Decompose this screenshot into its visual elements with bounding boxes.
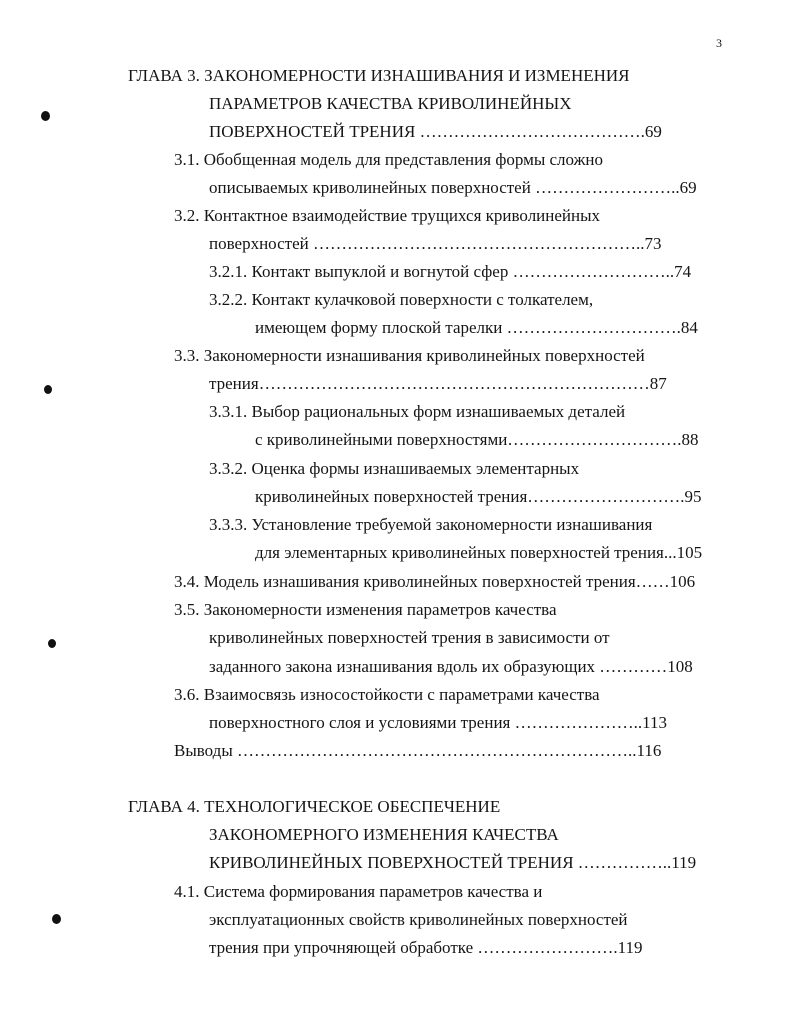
punch-hole-mark bbox=[41, 111, 50, 121]
section-3-3-1-line-1: 3.3.1. Выбор рациональных форм изнашиваемых деталей bbox=[209, 402, 626, 421]
chapter-4-title-line-2: ЗАКОНОМЕРНОГО ИЗМЕНЕНИЯ КАЧЕСТВА bbox=[209, 825, 559, 844]
section-3-5-line-3: заданного закона изнашивания вдоль их образующих …………108 bbox=[209, 657, 693, 676]
section-3-3-line-1: 3.3. Закономерности изнашивания криволинейных поверхностей bbox=[174, 346, 645, 365]
section-3-6-line-2: поверхностного слоя и условиями трения …………………..113 bbox=[209, 713, 667, 732]
section-3-1-line-1: 3.1. Обобщенная модель для представления формы сложно bbox=[174, 150, 603, 169]
page-number: 3 bbox=[716, 36, 722, 50]
chapter-3-title-line-1: ГЛАВА 3. ЗАКОНОМЕРНОСТИ ИЗНАШИВАНИЯ И ИЗМЕНЕНИЯ bbox=[128, 66, 630, 85]
chapter-4-title-line-3: КРИВОЛИНЕЙНЫХ ПОВЕРХНОСТЕЙ ТРЕНИЯ ……………..119 bbox=[209, 853, 697, 872]
section-3-2-2-line-2: имеющем форму плоской тарелки ………………………….84 bbox=[255, 318, 698, 337]
section-3-2-2-line-1: 3.2.2. Контакт кулачковой поверхности с толкателем, bbox=[209, 290, 594, 309]
section-3-2-line-2: поверхностей …………………………………………………..73 bbox=[209, 234, 662, 253]
section-4-1-line-3: трения при упрочняющей обработке …………………….119 bbox=[209, 938, 643, 957]
section-3-3-2-line-1: 3.3.2. Оценка формы изнашиваемых элементарных bbox=[209, 459, 580, 478]
punch-hole-mark bbox=[48, 639, 56, 648]
section-3-3-1-line-2: с криволинейными поверхностями………………………….88 bbox=[255, 430, 699, 449]
section-3-3-3-line-2: для элементарных криволинейных поверхностей трения...105 bbox=[255, 543, 703, 562]
section-3-5-line-1: 3.5. Закономерности изменения параметров качества bbox=[174, 600, 557, 619]
section-3-6-line-1: 3.6. Взаимосвязь износостойкости с параметрами качества bbox=[174, 685, 600, 704]
section-3-3-line-2: трения……………………………………………………………87 bbox=[209, 374, 667, 393]
section-3-5-line-2: криволинейных поверхностей трения в зависимости от bbox=[209, 628, 610, 647]
punch-hole-mark bbox=[44, 385, 52, 394]
section-3-3-3-line-1: 3.3.3. Установление требуемой закономерности изнашивания bbox=[209, 515, 653, 534]
punch-hole-mark bbox=[52, 914, 61, 924]
chapter-4-title-line-1: ГЛАВА 4. ТЕХНОЛОГИЧЕСКОЕ ОБЕСПЕЧЕНИЕ bbox=[128, 797, 501, 816]
section-3-4-line-1: 3.4. Модель изнашивания криволинейных поверхностей трения……106 bbox=[174, 572, 696, 591]
section-3-2-line-1: 3.2. Контактное взаимодействие трущихся криволинейных bbox=[174, 206, 601, 225]
chapter-3-title-line-2: ПАРАМЕТРОВ КАЧЕСТВА КРИВОЛИНЕЙНЫХ bbox=[209, 94, 572, 113]
section-4-1-line-2: эксплуатационных свойств криволинейных поверхностей bbox=[209, 910, 628, 929]
section-3-3-2-line-2: криволинейных поверхностей трения……………………….95 bbox=[255, 487, 702, 506]
section-4-1-line-1: 4.1. Система формирования параметров качества и bbox=[174, 882, 543, 901]
chapter-3-title-line-3: ПОВЕРХНОСТЕЙ ТРЕНИЯ ………………………………….69 bbox=[209, 122, 662, 141]
section-3-1-line-2: описываемых криволинейных поверхностей ……………………..69 bbox=[209, 178, 697, 197]
conclusions-line: Выводы ……………………………………………………………..116 bbox=[174, 741, 662, 760]
section-3-2-1-line-1: 3.2.1. Контакт выпуклой и вогнутой сфер ………………………..74 bbox=[209, 262, 692, 281]
